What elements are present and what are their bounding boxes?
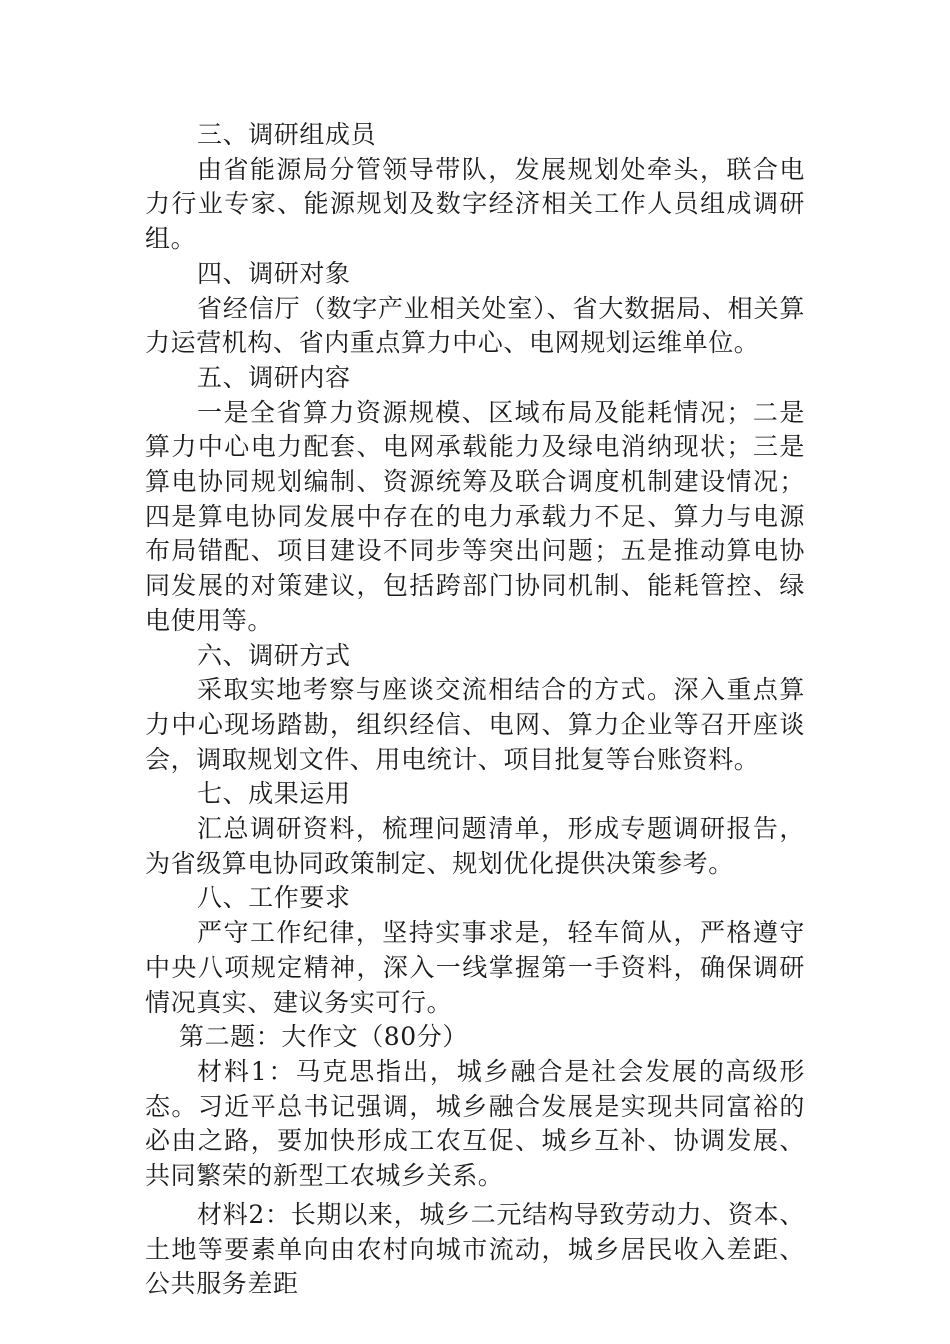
paragraph-results: 汇总调研资料，梳理问题清单，形成专题调研报告，为省级算电协同政策制定、规划优化提供决策参考。 [145,814,805,878]
section-heading-targets: 四、调研对象 [197,258,351,288]
section-heading-content: 五、调研内容 [197,362,351,392]
document-body [145,118,805,1302]
paragraph-requirements: 严守工作纪律，坚持实事求是，轻车简从，严格遵守中央八项规定精神，深入一线掌握第一手资料，确保调研情况真实、建议务实可行。 [145,918,805,1017]
section-heading-results: 七、成果运用 [197,779,351,809]
question-title: 第二题：大作文（80分） [179,1022,469,1052]
paragraph-targets: 省经信厅（数字产业相关处室）、省大数据局、相关算力运营机构、省内重点算力中心、电网规划运维单位。 [145,293,805,358]
section-heading-members: 三、调研组成员 [197,120,377,149]
paragraph-content: 一是全省算力资源规模、区域布局及能耗情况；二是算力中心电力配套、电网承载能力及绿电消纳现状；三是算电协同规划编制、资源统筹及联合调度机制建设情况；四是算电协同发展中存在的电力承载力不足、算力与电源布局错配、项目建设不同步等突出问题；五是推动算电协同发展的对策建议，包括跨部门协同机制、能耗管控、绿电使用等。 [145,397,805,635]
paragraph-method: 采取实地考察与座谈交流相结合的方式。深入重点算力中心现场踏勘，组织经信、电网、算力企业等召开座谈会，调取规划文件、用电统计、项目批复等台账资料。 [145,675,805,774]
material-1: 材料1：马克思指出，城乡融合是社会发展的高级形态。习近平总书记强调，城乡融合发展是实现共同富裕的必由之路，要加快形成工农互促、城乡互补、协调发展、共同繁荣的新型工农城乡关系。 [145,1056,805,1191]
material-2: 材料2：长期以来，城乡二元结构导致劳动力、资本、土地等要素单向由农村向城市流动，城乡居民收入差距、公共服务差距 [145,1199,805,1299]
section-heading-method: 六、调研方式 [197,640,351,670]
paragraph-members: 由省能源局分管领导带队，发展规划处牵头，联合电力行业专家、能源规划及数字经济相关工作人员组成调研组。 [145,154,805,254]
section-heading-requirements: 八、工作要求 [197,883,351,913]
